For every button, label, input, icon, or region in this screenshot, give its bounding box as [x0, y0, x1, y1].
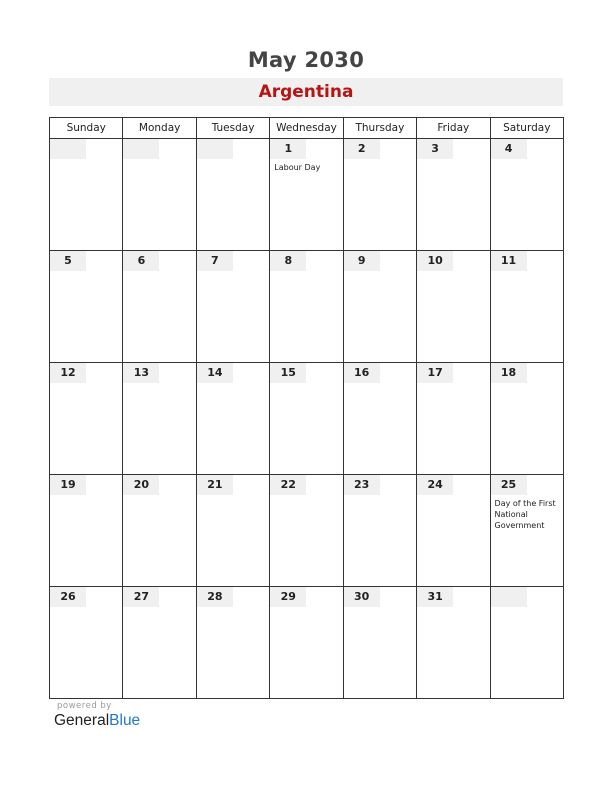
day-number: 16 [344, 363, 380, 383]
day-number: 21 [197, 475, 233, 495]
day-cell-25[interactable] [490, 475, 563, 587]
day-cell-14[interactable] [196, 363, 269, 475]
day-number: 25 [491, 475, 527, 495]
day-number: 12 [50, 363, 86, 383]
day-number: 30 [344, 587, 380, 607]
empty-day-marker [197, 139, 233, 159]
day-number: 19 [50, 475, 86, 495]
day-number: 28 [197, 587, 233, 607]
day-cell-16[interactable] [343, 363, 416, 475]
empty-day-cell [123, 139, 196, 251]
weekday-friday: Friday [417, 118, 490, 139]
day-cell-24[interactable] [417, 475, 490, 587]
day-cell-29[interactable] [270, 587, 343, 699]
day-number: 9 [344, 251, 380, 271]
brand-general: General [54, 712, 110, 729]
empty-day-marker [491, 587, 527, 607]
day-number: 15 [270, 363, 306, 383]
empty-day-cell [490, 587, 563, 699]
brand-blue: Blue [109, 712, 141, 729]
weekday-monday: Monday [123, 118, 196, 139]
day-cell-2[interactable] [343, 139, 416, 251]
day-number: 22 [270, 475, 306, 495]
day-cell-3[interactable] [417, 139, 490, 251]
day-cell-1[interactable] [270, 139, 343, 251]
empty-day-marker [123, 139, 159, 159]
weekday-wednesday: Wednesday [270, 118, 343, 139]
day-cell-30[interactable] [343, 587, 416, 699]
day-number: 29 [270, 587, 306, 607]
day-cell-31[interactable] [417, 587, 490, 699]
calendar-grid [49, 117, 564, 699]
day-cell-15[interactable] [270, 363, 343, 475]
weekday-sunday: Sunday [50, 118, 123, 139]
day-cell-21[interactable] [196, 475, 269, 587]
day-number: 10 [417, 251, 453, 271]
weekday-thursday: Thursday [343, 118, 416, 139]
day-number: 14 [197, 363, 233, 383]
holiday-label: Labour Day [274, 163, 321, 172]
day-number: 1 [270, 139, 306, 159]
day-cell-23[interactable] [343, 475, 416, 587]
country-name: Argentina [49, 78, 563, 106]
day-cell-12[interactable] [50, 363, 123, 475]
empty-day-cell [196, 139, 269, 251]
day-cell-8[interactable] [270, 251, 343, 363]
day-cell-7[interactable] [196, 251, 269, 363]
day-number: 26 [50, 587, 86, 607]
day-cell-10[interactable] [417, 251, 490, 363]
day-cell-22[interactable] [270, 475, 343, 587]
day-number: 18 [491, 363, 527, 383]
day-number: 5 [50, 251, 86, 271]
day-number: 4 [491, 139, 527, 159]
day-number: 20 [123, 475, 159, 495]
day-number: 6 [123, 251, 159, 271]
day-cell-6[interactable] [123, 251, 196, 363]
day-number: 8 [270, 251, 306, 271]
week-row [50, 139, 564, 251]
day-number: 23 [344, 475, 380, 495]
week-row [50, 475, 564, 587]
day-number: 31 [417, 587, 453, 607]
day-cell-4[interactable] [490, 139, 563, 251]
day-cell-9[interactable] [343, 251, 416, 363]
weekday-tuesday: Tuesday [196, 118, 269, 139]
week-row [50, 363, 564, 475]
day-number: 27 [123, 587, 159, 607]
day-cell-28[interactable] [196, 587, 269, 699]
holiday-label: Day of the First National Government [494, 499, 556, 530]
day-cell-5[interactable] [50, 251, 123, 363]
day-number: 11 [491, 251, 527, 271]
powered-by-label: powered by [57, 701, 112, 711]
day-number: 13 [123, 363, 159, 383]
calendar-body [50, 139, 564, 699]
brand-logo[interactable] [54, 712, 140, 730]
day-cell-18[interactable] [490, 363, 563, 475]
weekday-header-row [50, 118, 564, 139]
day-cell-11[interactable] [490, 251, 563, 363]
page-title: May 2030 [247, 48, 365, 72]
day-cell-26[interactable] [50, 587, 123, 699]
empty-day-marker [50, 139, 86, 159]
week-row [50, 587, 564, 699]
day-number: 3 [417, 139, 453, 159]
day-cell-17[interactable] [417, 363, 490, 475]
empty-day-cell [50, 139, 123, 251]
day-cell-13[interactable] [123, 363, 196, 475]
day-cell-20[interactable] [123, 475, 196, 587]
day-number: 24 [417, 475, 453, 495]
day-number: 2 [344, 139, 380, 159]
day-number: 7 [197, 251, 233, 271]
weekday-saturday: Saturday [490, 118, 563, 139]
day-cell-27[interactable] [123, 587, 196, 699]
day-cell-19[interactable] [50, 475, 123, 587]
day-number: 17 [417, 363, 453, 383]
week-row [50, 251, 564, 363]
